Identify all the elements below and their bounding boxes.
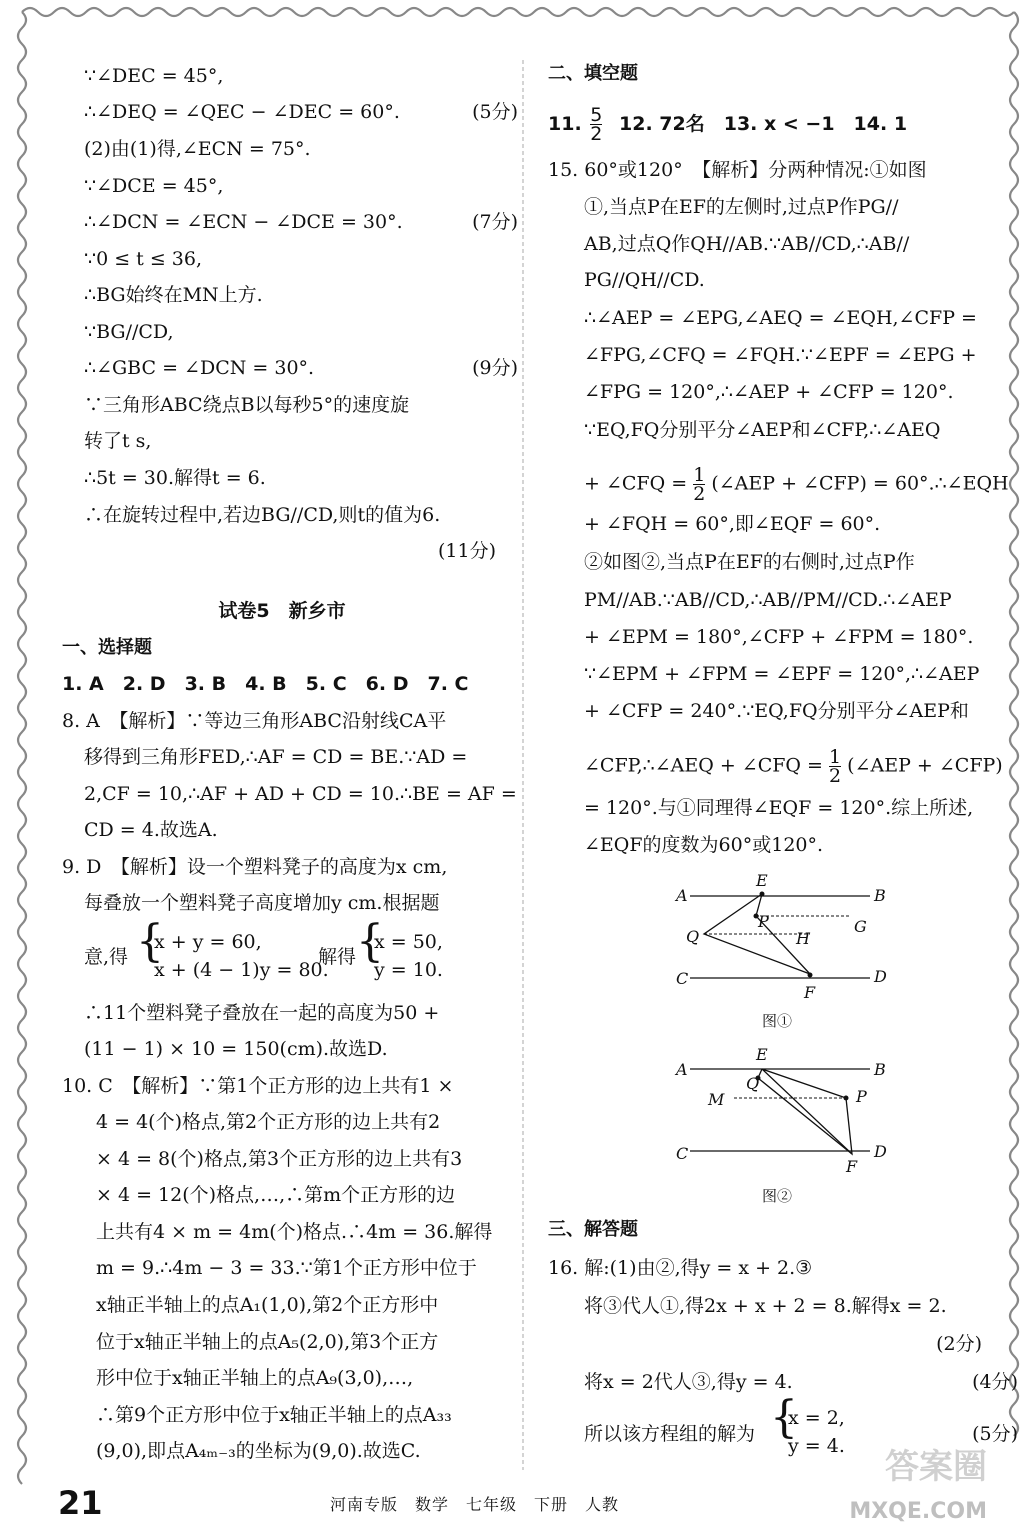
page-number: 21 (58, 1484, 103, 1522)
q8-line: 8. A 【解析】∵等边三角形ABC沿射线CA平 (62, 710, 447, 732)
q15-line: + ∠EPM = 180°,∠CFP + ∠FPM = 180°. (584, 626, 974, 648)
fraction-num: 1 (829, 746, 842, 768)
watermark-logo: 答案圈 (885, 1447, 987, 1487)
solve-heading: 三、解答题 (548, 1219, 638, 1240)
equation: y = 10. (374, 959, 443, 981)
q16-line: 将③代人①,得2x + x + 2 = 8.解得x = 2. (584, 1295, 947, 1317)
q10-line: × 4 = 12(个)格点,…,∴第m个正方形的边 (96, 1184, 456, 1206)
q9-line: 每叠放一个塑料凳子高度增加y cm.根据题 (84, 892, 440, 914)
fraction-den: 2 (693, 483, 706, 505)
q10-line: 形中位于x轴正半轴上的点A₉(3,0),…, (96, 1367, 414, 1389)
q10-line: (9,0),即点A₄ₘ₋₃的坐标为(9,0).故选C. (96, 1440, 421, 1462)
q8-line: CD = 4.故选A. (84, 819, 218, 841)
figure-caption: 图① (762, 1012, 793, 1030)
q15-line: AB,过点Q作QH//AB.∵AB//CD,∴AB// (584, 233, 910, 255)
fill-answers: 11. $\frac{5}{2}$ 12. 72名 13. x < −1 14. 1 (548, 104, 908, 145)
q8-line: 移得到三角形FED,∴AF = CD = BE.∵AD = (84, 746, 468, 768)
q10-line: 位于x轴正半轴上的点A₅(2,0),第3个正方 (96, 1331, 439, 1353)
fraction-num: 5 (590, 104, 603, 126)
text-line: ∴∠GBC = ∠DCN = 30°. (9分) (84, 357, 518, 379)
footer-info: 河南专版 数学 七年级 下册 人教 (330, 1495, 620, 1514)
mc-answers: 1. A 2. D 3. B 4. B 5. C 6. D 7. C (62, 673, 469, 695)
q15-line: = 120°.与①同理得∠EQF = 120°.综上所述, (584, 797, 974, 819)
q15-line: ∵EQ,FQ分别平分∠AEP和∠CFP,∴∠AEQ (584, 419, 941, 441)
text-line: ∴在旋转过程中,若边BG//CD,则t的值为6. (84, 504, 441, 526)
q15-line: ∵∠EPM + ∠FPM = ∠EPF = 120°,∴∠AEP (584, 663, 980, 685)
q10-line: x轴正半轴上的点A₁(1,0),第2个正方形中 (96, 1294, 439, 1316)
point-label: P (856, 1087, 867, 1106)
q16-line: 将x = 2代人③,得y = 4. (4分) (584, 1371, 1018, 1393)
point-label: G (854, 917, 867, 936)
figure-2 (660, 1052, 910, 1172)
q9-line: ∴11个塑料凳子叠放在一起的高度为50 + (84, 1002, 440, 1024)
brace: { (356, 916, 384, 967)
q9-line: (11 − 1) × 10 = 150(cm).故选D. (84, 1038, 388, 1060)
section-title: 试卷5 新乡市 (218, 600, 346, 622)
text-line: ∵∠DEC = 45°, (84, 65, 224, 87)
brace: { (136, 916, 164, 967)
score: (2分) (936, 1333, 982, 1355)
q15-line: ①,当点P在EF的左侧时,过点P作PG// (584, 196, 899, 218)
score: (11分) (437, 540, 496, 562)
watermark-url: MXQE.COM (849, 1499, 987, 1524)
q8-line: 2,CF = 10,∴AF + AD + CD = 10.∴BE = AF = (84, 783, 517, 805)
q15-line: PM//AB.∵AB//CD,∴AB//PM//CD.∴∠AEP (584, 589, 952, 611)
q15-line: ②如图②,当点P在EF的右侧时,过点P作 (584, 551, 915, 573)
q10-line: × 4 = 8(个)格点,第3个正方形的边上共有3 (96, 1148, 463, 1170)
q15-line: ∠EQF的度数为60°或120°. (584, 834, 824, 856)
fraction-num: 1 (693, 464, 706, 486)
text-line: ∵0 ≤ t ≤ 36, (84, 248, 203, 270)
q10-line: 上共有4 × m = 4m(个)格点.∴4m = 36.解得 (96, 1221, 493, 1243)
text-line: ∵∠DCE = 45°, (84, 175, 224, 197)
equation: x = 2, (788, 1407, 845, 1429)
text-line: ∵三角形ABC绕点B以每秒5°的速度旋 (84, 394, 410, 416)
q15-line: ∠FPG,∠CFQ = ∠FQH.∵∠EPF = ∠EPG + (584, 344, 977, 366)
brace: { (770, 1392, 798, 1443)
q9-line: 解得 (318, 946, 357, 968)
score: (9分) (472, 357, 518, 379)
equation: x + (4 − 1)y = 80. (154, 959, 329, 981)
text-line: ∴∠DCN = ∠ECN − ∠DCE = 30°. (7分) (84, 211, 518, 233)
q15-line: + ∠CFQ = $\frac{1}{2}$ (∠AEP + ∠CFP) = 60°.∴∠EQH (584, 464, 1009, 505)
text-line: ∴∠DEQ = ∠QEC − ∠DEC = 60°. (5分) (84, 101, 518, 123)
text-line: (2)由(1)得,∠ECN = 75°. (84, 138, 311, 160)
point-label: D (874, 1142, 887, 1161)
text-line: 转了t s, (84, 430, 152, 452)
fill-heading: 二、填空题 (548, 63, 638, 84)
point-label: Q (746, 1074, 760, 1093)
point-label: E (756, 871, 768, 890)
score: (5分) (972, 1423, 1018, 1445)
score: (5分) (472, 101, 518, 123)
mc-heading: 一、选择题 (62, 637, 152, 658)
point-label: D (874, 967, 887, 986)
equation: x = 50, (374, 931, 443, 953)
q15-line: + ∠FQH = 60°,即∠EQF = 60°. (584, 513, 881, 535)
point-label: P (758, 912, 769, 931)
point-label: M (708, 1090, 725, 1109)
point-label: Q (686, 927, 700, 946)
point-label: E (756, 1045, 768, 1064)
figure-caption: 图② (762, 1187, 793, 1205)
q15-line: + ∠CFP = 240°.∵EQ,FQ分别平分∠AEP和 (584, 700, 969, 722)
q15-line: ∴∠AEP = ∠EPG,∠AEQ = ∠EQH,∠CFP = (584, 307, 977, 329)
q15-line: PG//QH//CD. (584, 269, 705, 291)
fraction-den: 2 (590, 123, 603, 145)
text-line: ∵BG//CD, (84, 321, 174, 343)
point-label: A (676, 1060, 688, 1079)
q16-line: 16. 解:(1)由②,得y = x + 2.③ (548, 1257, 813, 1279)
q9-line: 9. D 【解析】设一个塑料凳子的高度为x cm, (62, 856, 448, 878)
point-label: A (676, 886, 688, 905)
equation: y = 4. (788, 1435, 845, 1457)
q9-line: 意,得 (84, 946, 129, 968)
point-label: F (846, 1157, 858, 1176)
point-label: C (676, 1144, 689, 1163)
point-label: H (796, 929, 810, 948)
point-label: B (874, 886, 886, 905)
q10-line: 10. C 【解析】∵第1个正方形的边上共有1 × (62, 1075, 454, 1097)
text-line: ∴5t = 30.解得t = 6. (84, 467, 266, 489)
q10-line: 4 = 4(个)格点,第2个正方形的边上共有2 (96, 1111, 441, 1133)
q15-line: ∠FPG = 120°,∴∠AEP + ∠CFP = 120°. (584, 381, 954, 403)
score: (4分) (972, 1371, 1018, 1393)
q15-line: ∠CFP,∴∠AEQ + ∠CFQ = $\frac{1}{2}$ (∠AEP + ∠CFP) (584, 746, 1003, 787)
q15-line: 15. 60°或120° 【解析】分两种情况:①如图 (548, 159, 927, 181)
score: (7分) (472, 211, 518, 233)
fraction-den: 2 (829, 765, 842, 787)
point-label: C (676, 969, 689, 988)
q10-line: ∴第9个正方形中位于x轴正半轴上的点A₃₃ (96, 1404, 452, 1426)
equation: x + y = 60, (154, 931, 262, 953)
q10-line: m = 9.∴4m − 3 = 33.∵第1个正方形中位于 (96, 1257, 477, 1279)
q16-line: 所以该方程组的解为 (5分) (584, 1423, 1018, 1445)
text-line: ∴BG始终在MN上方. (84, 284, 263, 306)
point-label: B (874, 1060, 886, 1079)
point-label: F (804, 983, 816, 1002)
